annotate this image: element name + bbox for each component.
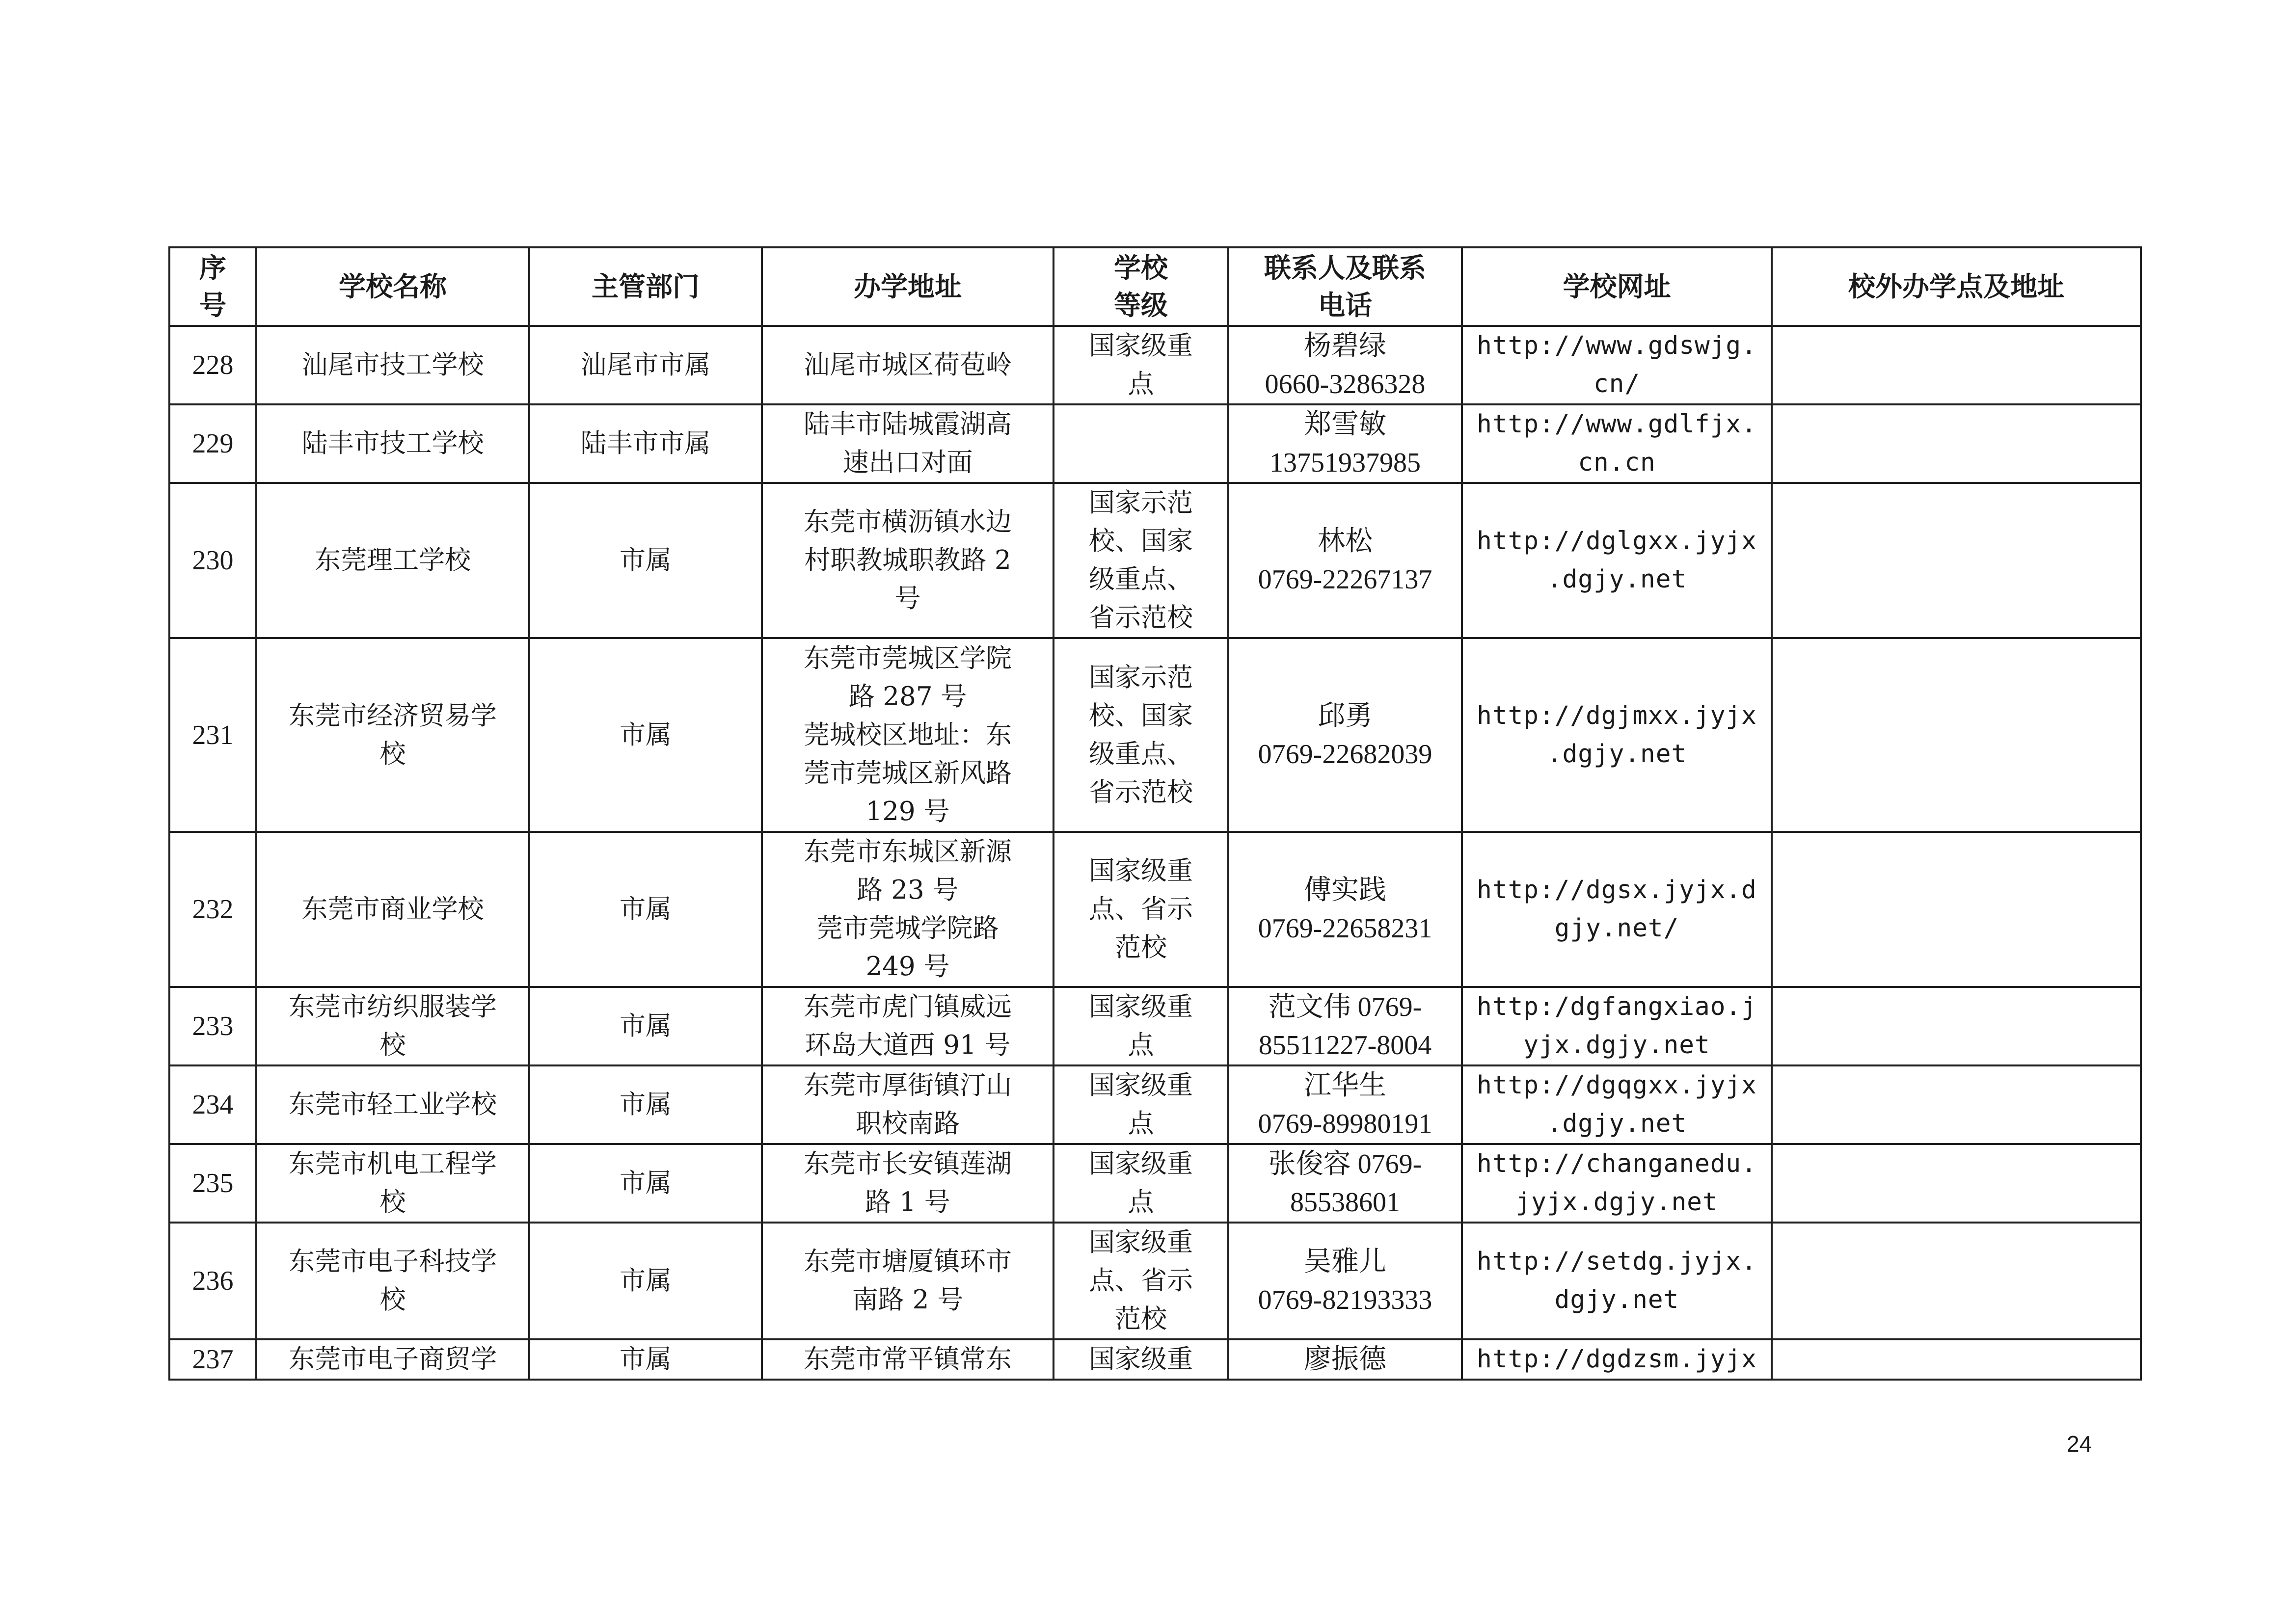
- cell-website[interactable]: http://changanedu. jyjx.dgjy.net: [1462, 1144, 1772, 1223]
- cell-branch: [1772, 326, 2141, 404]
- cell-school-name: 汕尾市技工学校: [256, 326, 529, 404]
- table-row: [169, 404, 2141, 483]
- cell-branch: [1772, 1065, 2141, 1144]
- table-row: [169, 1223, 2141, 1339]
- table-row: [169, 638, 2141, 832]
- cell-school-name: 陆丰市技工学校: [256, 404, 529, 483]
- cell-branch: [1772, 483, 2141, 638]
- cell-branch: [1772, 1223, 2141, 1339]
- cell-contact: 杨碧绿 0660-3286328: [1228, 326, 1462, 404]
- table-row: [169, 1065, 2141, 1144]
- school-list-table: [168, 246, 2142, 1381]
- cell-level: 国家级重 点、省示 范校: [1053, 1223, 1228, 1339]
- cell-branch: [1772, 404, 2141, 483]
- cell-contact: 傅实践 0769-22658231: [1228, 832, 1462, 987]
- cell-school-name: 东莞市轻工业学校: [256, 1065, 529, 1144]
- cell-department: 市属: [529, 832, 762, 987]
- cell-school-name: 东莞市经济贸易学 校: [256, 638, 529, 832]
- cell-seq: 235: [169, 1144, 256, 1223]
- cell-address: 东莞市厚街镇汀山 职校南路: [762, 1065, 1053, 1144]
- cell-department: 市属: [529, 1144, 762, 1223]
- header-seq: 序 号: [169, 247, 256, 326]
- cell-website[interactable]: http:/dgfangxiao.j yjx.dgjy.net: [1462, 987, 1772, 1065]
- cell-seq: 237: [169, 1339, 256, 1380]
- header-school-name: 学校名称: [256, 247, 529, 326]
- cell-level: 国家级重: [1053, 1339, 1228, 1380]
- cell-address: 东莞市横沥镇水边 村职教城职教路 2 号: [762, 483, 1053, 638]
- cell-address: 东莞市长安镇莲湖 路 1 号: [762, 1144, 1053, 1223]
- cell-school-name: 东莞理工学校: [256, 483, 529, 638]
- cell-department: 市属: [529, 1223, 762, 1339]
- cell-department: 市属: [529, 483, 762, 638]
- cell-contact: 郑雪敏 13751937985: [1228, 404, 1462, 483]
- cell-level: 国家示范 校、国家 级重点、 省示范校: [1053, 483, 1228, 638]
- cell-contact: 林松 0769-22267137: [1228, 483, 1462, 638]
- cell-level: [1053, 404, 1228, 483]
- header-branch: 校外办学点及地址: [1772, 247, 2141, 326]
- table-row: [169, 483, 2141, 638]
- header-address: 办学地址: [762, 247, 1053, 326]
- table-row: [169, 1339, 2141, 1380]
- cell-address: 东莞市常平镇常东: [762, 1339, 1053, 1380]
- cell-branch: [1772, 638, 2141, 832]
- cell-address: 东莞市虎门镇威远 环岛大道西 91 号: [762, 987, 1053, 1065]
- cell-level: 国家级重 点: [1053, 326, 1228, 404]
- table-header-row: [169, 247, 2141, 326]
- cell-level: 国家级重 点: [1053, 987, 1228, 1065]
- page-number: 24: [2067, 1431, 2092, 1457]
- cell-contact: 江华生 0769-89980191: [1228, 1065, 1462, 1144]
- cell-seq: 234: [169, 1065, 256, 1144]
- cell-address: 陆丰市陆城霞湖高 速出口对面: [762, 404, 1053, 483]
- cell-school-name: 东莞市电子科技学 校: [256, 1223, 529, 1339]
- cell-department: 汕尾市市属: [529, 326, 762, 404]
- cell-website[interactable]: http://dglgxx.jyjx .dgjy.net: [1462, 483, 1772, 638]
- header-department: 主管部门: [529, 247, 762, 326]
- cell-address: 东莞市东城区新源 路 23 号 莞市莞城学院路 249 号: [762, 832, 1053, 987]
- cell-contact: 邱勇 0769-22682039: [1228, 638, 1462, 832]
- header-website: 学校网址: [1462, 247, 1772, 326]
- cell-website[interactable]: http://dgjmxx.jyjx .dgjy.net: [1462, 638, 1772, 832]
- cell-branch: [1772, 1144, 2141, 1223]
- table-row: [169, 832, 2141, 987]
- header-contact: 联系人及联系 电话: [1228, 247, 1462, 326]
- cell-contact: 张俊容 0769- 85538601: [1228, 1144, 1462, 1223]
- cell-seq: 236: [169, 1223, 256, 1339]
- cell-website[interactable]: http://www.gdlfjx. cn.cn: [1462, 404, 1772, 483]
- cell-contact: 范文伟 0769- 85511227-8004: [1228, 987, 1462, 1065]
- cell-seq: 230: [169, 483, 256, 638]
- header-level: 学校 等级: [1053, 247, 1228, 326]
- cell-seq: 231: [169, 638, 256, 832]
- cell-school-name: 东莞市机电工程学 校: [256, 1144, 529, 1223]
- cell-level: 国家级重 点: [1053, 1144, 1228, 1223]
- cell-level: 国家级重 点、省示 范校: [1053, 832, 1228, 987]
- cell-department: 陆丰市市属: [529, 404, 762, 483]
- cell-website[interactable]: http://dgsx.jyjx.d gjy.net/: [1462, 832, 1772, 987]
- cell-department: 市属: [529, 1339, 762, 1380]
- cell-website[interactable]: http://dgdzsm.jyjx: [1462, 1339, 1772, 1380]
- cell-level: 国家示范 校、国家 级重点、 省示范校: [1053, 638, 1228, 832]
- cell-address: 东莞市塘厦镇环市 南路 2 号: [762, 1223, 1053, 1339]
- cell-department: 市属: [529, 987, 762, 1065]
- cell-seq: 233: [169, 987, 256, 1065]
- cell-department: 市属: [529, 1065, 762, 1144]
- cell-department: 市属: [529, 638, 762, 832]
- cell-level: 国家级重 点: [1053, 1065, 1228, 1144]
- cell-contact: 廖振德: [1228, 1339, 1462, 1380]
- cell-seq: 229: [169, 404, 256, 483]
- table-row: [169, 326, 2141, 404]
- cell-branch: [1772, 832, 2141, 987]
- table-row: [169, 1144, 2141, 1223]
- cell-school-name: 东莞市商业学校: [256, 832, 529, 987]
- cell-website[interactable]: http://setdg.jyjx. dgjy.net: [1462, 1223, 1772, 1339]
- cell-website[interactable]: http://dgqgxx.jyjx .dgjy.net: [1462, 1065, 1772, 1144]
- cell-website[interactable]: http://www.gdswjg. cn/: [1462, 326, 1772, 404]
- cell-branch: [1772, 1339, 2141, 1380]
- cell-address: 汕尾市城区荷苞岭: [762, 326, 1053, 404]
- cell-seq: 228: [169, 326, 256, 404]
- cell-school-name: 东莞市纺织服装学 校: [256, 987, 529, 1065]
- cell-seq: 232: [169, 832, 256, 987]
- cell-address: 东莞市莞城区学院 路 287 号 莞城校区地址：东 莞市莞城区新风路 129 号: [762, 638, 1053, 832]
- cell-school-name: 东莞市电子商贸学: [256, 1339, 529, 1380]
- cell-branch: [1772, 987, 2141, 1065]
- cell-contact: 吴雅儿 0769-82193333: [1228, 1223, 1462, 1339]
- table-row: [169, 987, 2141, 1065]
